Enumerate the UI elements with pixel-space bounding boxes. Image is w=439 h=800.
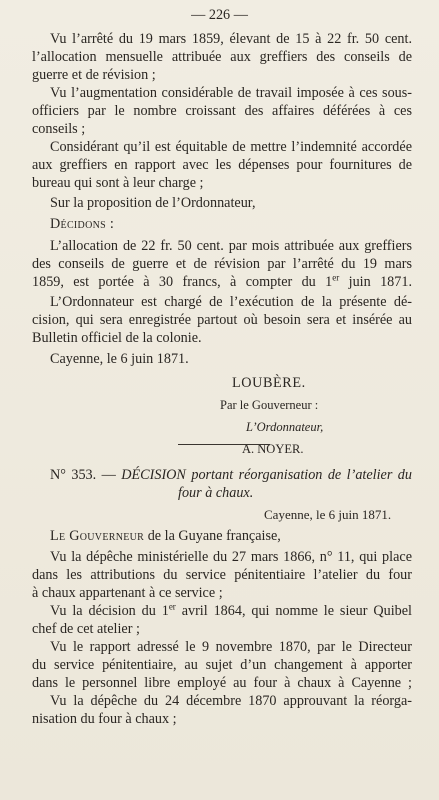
- text-line: bureau qui sont à leur charge ;: [32, 175, 204, 191]
- superscript: er: [168, 601, 176, 612]
- section-divider: [178, 444, 270, 445]
- text-line: officiers par le nombre croissant des affaires déférées à ces: [32, 103, 412, 119]
- text-line: l’allocation mensuelle attribuée aux greffiers des conseils de: [32, 49, 412, 65]
- text-line: cision, qui sera enregistrée partout où besoin sera et insérée au: [32, 312, 412, 328]
- text-line: dans le personnel libre employé au four à chaux à Cayenne ;: [32, 675, 412, 691]
- decidons-heading: Décidons :: [50, 216, 115, 232]
- decision-title-line-2: four à chaux.: [178, 485, 254, 501]
- signature-par: Par le Gouverneur :: [220, 398, 319, 412]
- text-line: guerre et de révision ;: [32, 67, 156, 83]
- text-line: Vu l’augmentation considérable de travail imposée à ces sous-: [50, 85, 412, 101]
- gouverneur-intro: Le Gouverneur de la Guyane française,: [50, 528, 281, 544]
- proposition-line: Sur la proposition de l’Ordonnateur,: [50, 195, 256, 211]
- text-line: à chaux appartenant à ce service ;: [32, 585, 223, 601]
- text-line: chef de cet atelier ;: [32, 621, 140, 637]
- superscript: er: [332, 272, 340, 283]
- text-line: 1859, est portée à 30 francs, à compter du 1er juin 1871.: [32, 272, 412, 290]
- text-line: du service pénitentiaire, au sujet d’un changement à apporter: [32, 657, 412, 673]
- text-line: Vu la décision du 1er avril 1864, qui nomme le sieur Quibel: [50, 601, 412, 619]
- text-line: Vu la dépêche du 24 décembre 1870 approuvant la réorga-: [50, 693, 412, 709]
- text-line: L’Ordonnateur est chargé de l’exécution de la présente dé-: [50, 294, 412, 310]
- text-line: L’allocation de 22 fr. 50 cent. par mois attribuée aux greffiers: [50, 238, 412, 254]
- text-line: conseils ;: [32, 121, 86, 137]
- decision-title-line-1: N° 353. — DÉCISION portant réorganisation de l’atelier du: [50, 467, 412, 483]
- signature-role: L’Ordonnateur,: [246, 420, 324, 434]
- text-line: dans les attributions du service pénitentiaire l’atelier du four: [32, 567, 412, 583]
- date-line: Cayenne, le 6 juin 1871.: [50, 351, 189, 367]
- page-number: — 226 —: [191, 7, 248, 23]
- signature-signer: A. NOYER.: [242, 442, 304, 456]
- text-line: Vu le rapport adressé le 9 novembre 1870, par le Directeur: [50, 639, 412, 655]
- text-line: aux greffiers en rapport avec les dépenses pour fournitures de: [32, 157, 412, 173]
- text-line: Vu la dépêche ministérielle du 27 mars 1866, n° 11, qui place: [50, 549, 412, 565]
- signature-name: LOUBÈRE.: [232, 375, 306, 391]
- text-line: Vu l’arrêté du 19 mars 1859, élevant de 15 à 22 fr. 50 cent.: [50, 31, 412, 47]
- text-line: Bulletin officiel de la colonie.: [32, 330, 202, 346]
- text-line: Considérant qu’il est équitable de mettre l’indemnité accordée: [50, 139, 412, 155]
- text-line: des conseils de guerre et de révision par l’arrêté du 19 mars: [32, 256, 412, 272]
- decision-date: Cayenne, le 6 juin 1871.: [264, 507, 392, 522]
- text-line: nisation du four à chaux ;: [32, 711, 177, 727]
